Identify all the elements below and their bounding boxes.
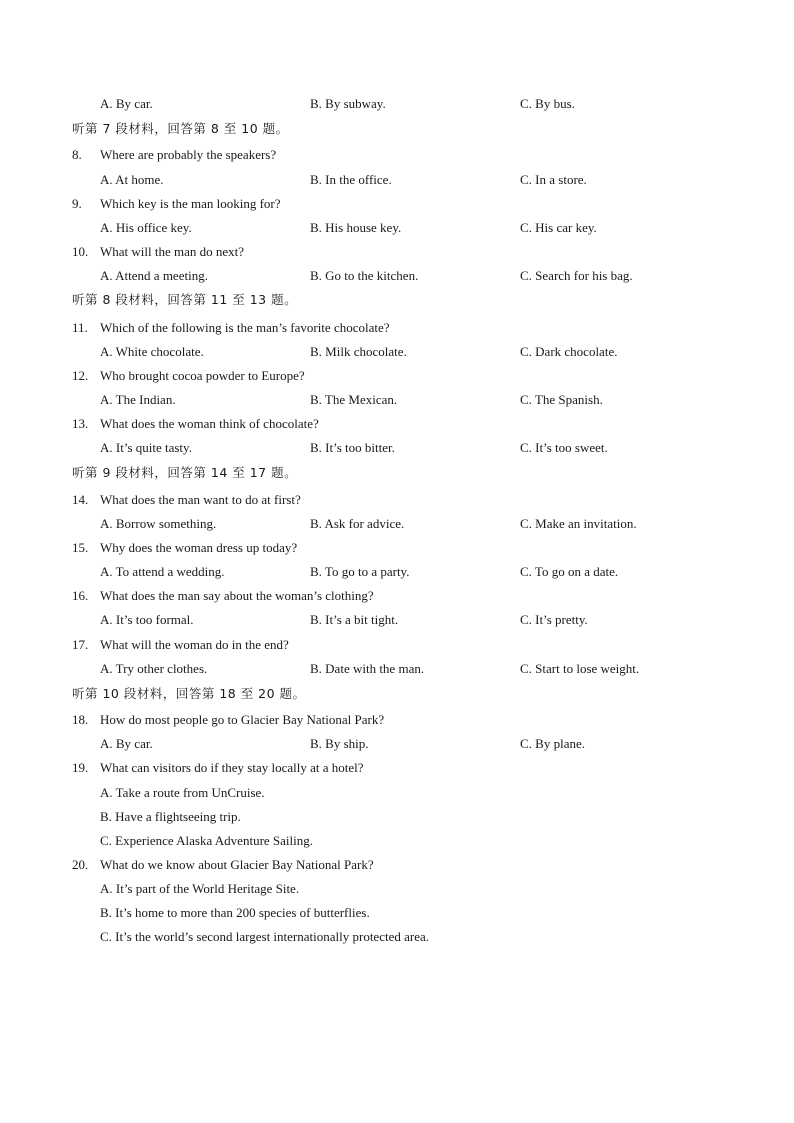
option-row: [0, 927, 794, 947]
option-b: B. Have a flightseeing trip.: [100, 809, 241, 824]
question-row: [0, 194, 794, 214]
option-a: A. By car.: [100, 736, 153, 751]
question-text: What does the woman think of chocolate?: [100, 416, 319, 431]
option-b: B. The Mexican.: [310, 392, 398, 407]
options-row: [0, 610, 794, 630]
question-row: [0, 855, 794, 875]
option-c: C. By plane.: [520, 736, 585, 751]
options-row: [0, 734, 794, 754]
option-a: A. Attend a meeting.: [100, 268, 208, 283]
option-a: A. It’s too formal.: [100, 612, 194, 627]
option-c: C. It’s too sweet.: [520, 440, 608, 455]
section-heading: [0, 684, 794, 704]
options-row: [0, 170, 794, 190]
question-row: [0, 635, 794, 655]
option-a: A. It’s part of the World Heritage Site.: [100, 881, 300, 896]
option-b: B. Milk chocolate.: [310, 344, 407, 359]
option-b: B. It’s home to more than 200 species of butterflies.: [100, 905, 370, 920]
question-text: What does the man want to do at first?: [100, 492, 301, 507]
option-c: C. Make an invitation.: [520, 516, 637, 531]
option-b: B. His house key.: [310, 220, 402, 235]
question-row: [0, 145, 794, 165]
option-c: C. Experience Alaska Adventure Sailing.: [100, 833, 314, 848]
option-a: A. To attend a wedding.: [100, 564, 225, 579]
option-c: C. Start to lose weight.: [520, 661, 640, 676]
option-b: B. Ask for advice.: [310, 516, 405, 531]
question-number: 15.: [72, 540, 89, 555]
option-row: [0, 903, 794, 923]
question-row: [0, 414, 794, 434]
question-number: 12.: [72, 368, 89, 383]
options-row: [0, 390, 794, 410]
options-row: [0, 659, 794, 679]
option-a: A. It’s quite tasty.: [100, 440, 192, 455]
option-c: C. His car key.: [520, 220, 597, 235]
section-heading-text: 听第 9 段材料，回答第 14 至 17 题。: [72, 465, 298, 480]
section-heading-text: 听第 8 段材料，回答第 11 至 13 题。: [72, 292, 298, 307]
question-number: 8.: [72, 147, 82, 162]
option-a: A. By car.: [100, 96, 153, 111]
question-number: 17.: [72, 637, 89, 652]
option-b: B. By ship.: [310, 736, 369, 751]
question-text: Which key is the man looking for?: [100, 196, 281, 211]
section-heading-text: 听第 7 段材料，回答第 8 至 10 题。: [72, 121, 289, 136]
section-heading-text: 听第 10 段材料，回答第 18 至 20 题。: [72, 686, 306, 701]
options-row: [0, 266, 794, 286]
question-number: 16.: [72, 588, 89, 603]
question-row: [0, 586, 794, 606]
option-a: A. Take a route from UnCruise.: [100, 785, 265, 800]
question-number: 9.: [72, 196, 82, 211]
question-text: What can visitors do if they stay locally at a hotel?: [100, 760, 364, 775]
section-heading: [0, 119, 794, 139]
question-text: What do we know about Glacier Bay National Park?: [100, 857, 374, 872]
option-c: C. The Spanish.: [520, 392, 603, 407]
question-row: [0, 538, 794, 558]
option-c: C. It’s pretty.: [520, 612, 588, 627]
question-row: [0, 758, 794, 778]
question-number: 18.: [72, 712, 89, 727]
question-number: 19.: [72, 760, 89, 775]
question-text: What will the woman do in the end?: [100, 637, 289, 652]
options-row: [0, 562, 794, 582]
options-row: [0, 514, 794, 534]
option-c: C. It’s the world’s second largest internationally protected area.: [100, 929, 429, 944]
option-a: A. Try other clothes.: [100, 661, 208, 676]
option-c: C. Search for his bag.: [520, 268, 633, 283]
question-number: 10.: [72, 244, 89, 259]
question-text: Which of the following is the man’s favorite chocolate?: [100, 320, 390, 335]
option-a: A. White chocolate.: [100, 344, 204, 359]
option-c: C. To go on a date.: [520, 564, 619, 579]
option-b: B. It’s a bit tight.: [310, 612, 399, 627]
option-b: B. It’s too bitter.: [310, 440, 395, 455]
option-row: [0, 879, 794, 899]
option-a: A. At home.: [100, 172, 164, 187]
option-row: [0, 783, 794, 803]
question-number: 13.: [72, 416, 89, 431]
question-number: 11.: [72, 320, 88, 335]
question-text: Who brought cocoa powder to Europe?: [100, 368, 305, 383]
question-number: 14.: [72, 492, 89, 507]
question-text: Where are probably the speakers?: [100, 147, 277, 162]
question-number: 20.: [72, 857, 89, 872]
question-text: What does the man say about the woman’s clothing?: [100, 588, 374, 603]
option-b: B. In the office.: [310, 172, 392, 187]
section-heading: [0, 290, 794, 310]
option-a: A. The Indian.: [100, 392, 176, 407]
question-text: Why does the woman dress up today?: [100, 540, 298, 555]
section-heading: [0, 463, 794, 483]
question-row: [0, 318, 794, 338]
question-row: [0, 366, 794, 386]
question-row: [0, 490, 794, 510]
option-b: B. By subway.: [310, 96, 386, 111]
option-c: C. By bus.: [520, 96, 575, 111]
option-c: C. Dark chocolate.: [520, 344, 618, 359]
option-a: A. Borrow something.: [100, 516, 217, 531]
options-row: [0, 438, 794, 458]
option-row: [0, 831, 794, 851]
option-c: C. In a store.: [520, 172, 587, 187]
option-b: B. Date with the man.: [310, 661, 425, 676]
question-text: What will the man do next?: [100, 244, 245, 259]
options-row: [0, 218, 794, 238]
question-row: [0, 242, 794, 262]
option-b: B. To go to a party.: [310, 564, 410, 579]
question-row: [0, 710, 794, 730]
options-row: [0, 94, 794, 114]
question-text: How do most people go to Glacier Bay National Park?: [100, 712, 385, 727]
options-row: [0, 342, 794, 362]
option-row: [0, 807, 794, 827]
option-a: A. His office key.: [100, 220, 192, 235]
option-b: B. Go to the kitchen.: [310, 268, 419, 283]
